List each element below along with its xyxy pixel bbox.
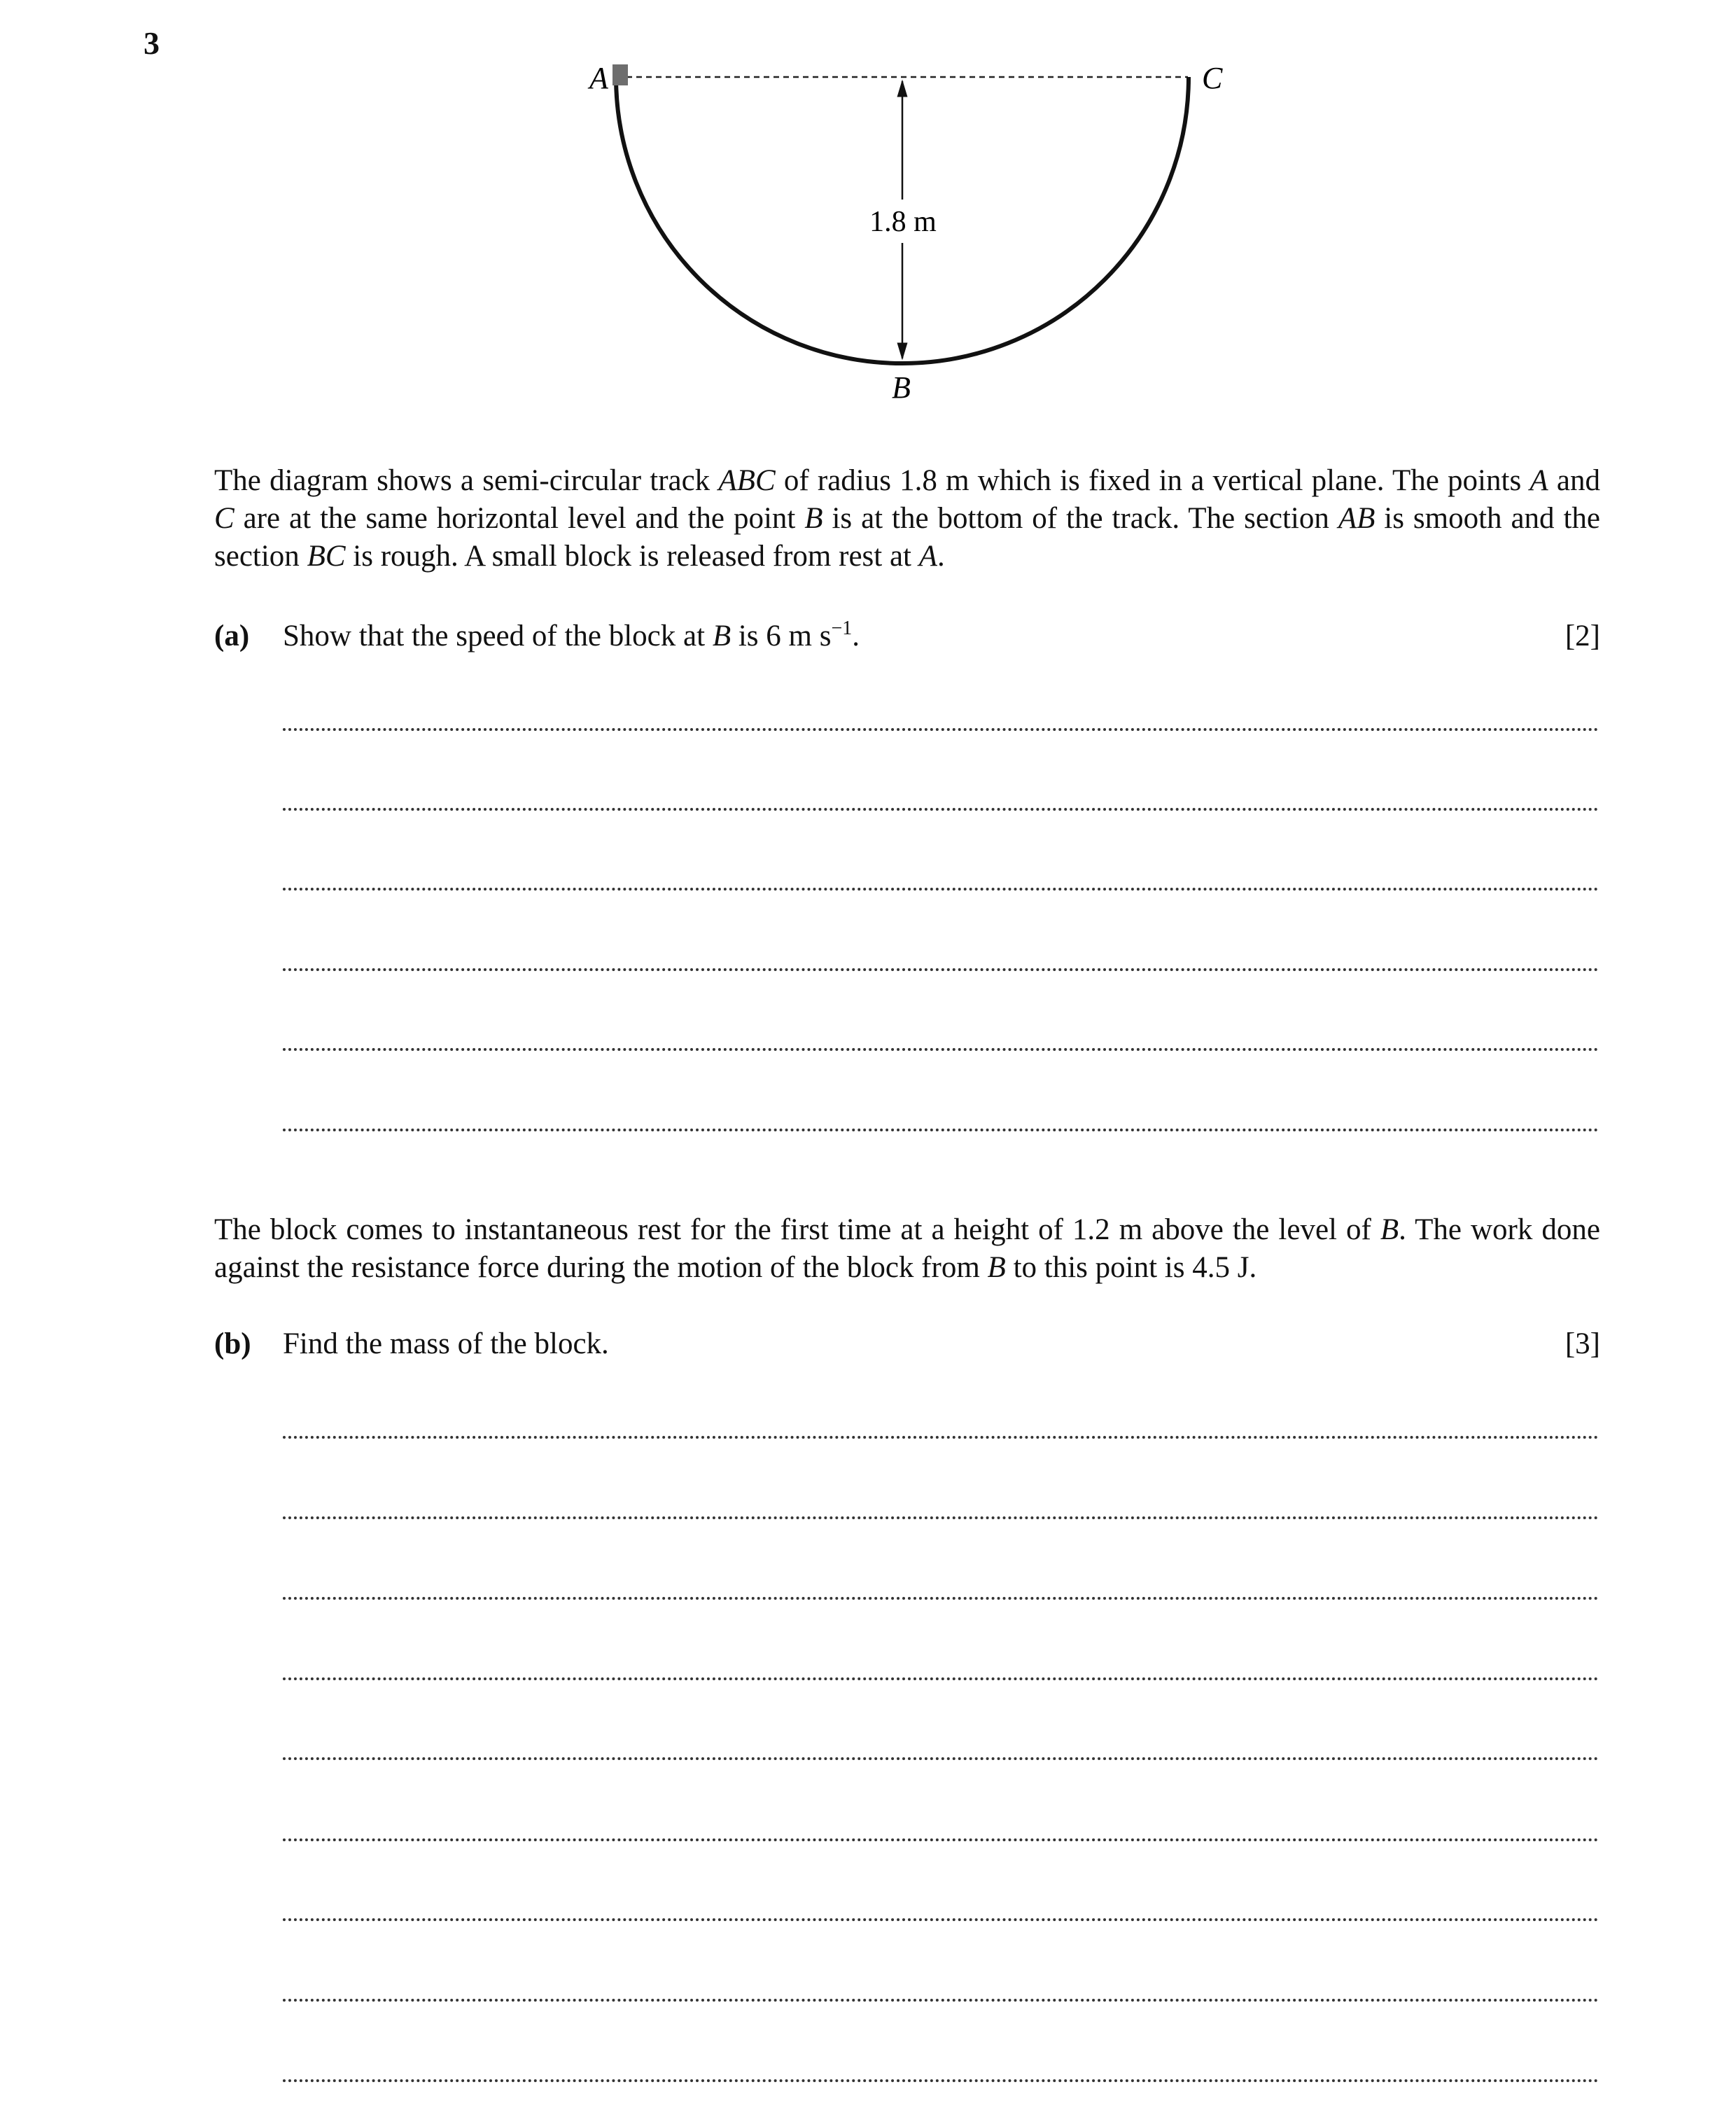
answer-line[interactable] — [283, 2079, 1599, 2082]
middle-paragraph: The block comes to instantaneous rest for the first time at a height of 1.2 m above the level of B. The work done against the resistance force during the motion of the block from B to this point is 4.5 J. — [214, 1213, 1600, 1284]
answer-line[interactable] — [283, 1597, 1599, 1600]
part-a-text: Show that the speed of the block at B is 6 m $s^{-1}$. — [283, 617, 860, 652]
intro-paragraph: The diagram shows a semi-circular track ABC of radius 1.8 m which is fixed in a vertical plane. The points A and C are at the same horizontal level and the point B is at the bottom of the track. The section AB is smooth and the section BC is rough. A small block is released from rest at A. — [214, 464, 1600, 573]
answer-line[interactable] — [283, 1918, 1599, 1921]
small-block — [612, 64, 628, 85]
answer-line[interactable] — [283, 1838, 1599, 1841]
answer-line[interactable] — [283, 808, 1599, 811]
point-label-c: C — [1202, 61, 1223, 95]
point-label-a: A — [589, 61, 608, 95]
semicircular-track-diagram — [0, 0, 1736, 448]
answer-line[interactable] — [283, 888, 1599, 891]
answer-line[interactable] — [283, 728, 1599, 731]
answer-line[interactable] — [283, 1129, 1599, 1131]
part-b-text: Find the mass of the block. — [283, 1327, 609, 1360]
question-number: 3 — [144, 25, 160, 61]
answer-line[interactable] — [283, 1436, 1599, 1439]
answer-line[interactable] — [283, 1516, 1599, 1519]
answer-line[interactable] — [283, 1757, 1599, 1760]
answer-line[interactable] — [283, 1048, 1599, 1051]
part-b-marks: [3] — [1564, 1327, 1600, 1360]
answer-line[interactable] — [283, 1999, 1599, 2002]
answer-line[interactable] — [283, 968, 1599, 971]
point-label-b: B — [892, 370, 911, 405]
part-a-label: (a) — [214, 620, 250, 652]
part-b-label: (b) — [214, 1327, 251, 1360]
radius-label: 1.8 m — [869, 206, 937, 238]
part-a-marks: [2] — [1564, 620, 1600, 652]
answer-line[interactable] — [283, 1677, 1599, 1680]
